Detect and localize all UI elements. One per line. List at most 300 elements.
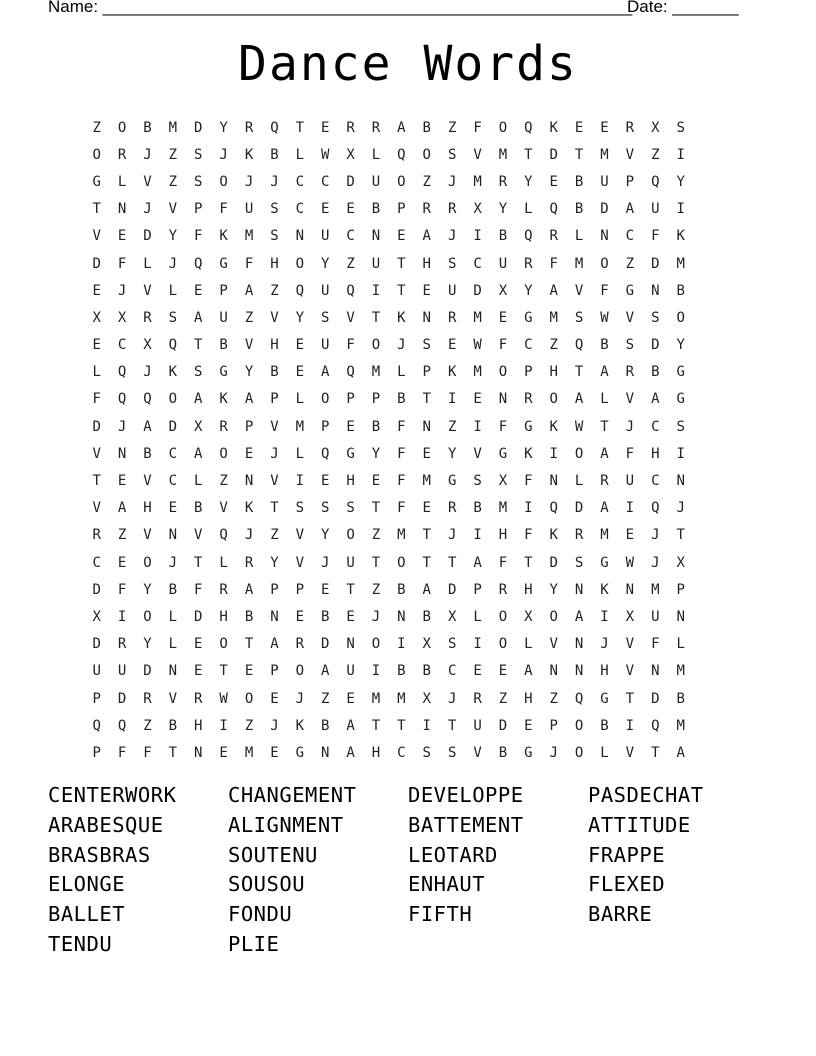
word-list-item: CENTERWORK: [48, 783, 177, 807]
grid-letter: Q: [117, 364, 127, 381]
word-list-item: BALLET: [48, 902, 126, 927]
grid-letter: X: [422, 636, 431, 653]
grid-letter: C: [295, 201, 305, 218]
grid-letter: V: [625, 146, 635, 163]
grid-letter: M: [676, 717, 685, 734]
grid-letter: R: [194, 690, 203, 707]
grid-letter: Z: [92, 119, 101, 136]
grid-letter: U: [219, 309, 228, 326]
grid-letter: M: [676, 255, 685, 272]
grid-letter: L: [194, 473, 203, 490]
grid-letter: F: [651, 636, 660, 653]
grid-letter: P: [295, 581, 305, 598]
grid-letter: M: [168, 119, 178, 136]
grid-letter: Z: [625, 255, 635, 272]
grid-letter: J: [143, 201, 152, 218]
grid-letter: Y: [295, 309, 305, 326]
grid-letter: O: [92, 146, 101, 163]
word-list-item: FRAPPE: [588, 842, 666, 867]
grid-letter: R: [524, 255, 533, 272]
grid-letter: L: [473, 608, 482, 625]
grid-letter: E: [117, 228, 127, 245]
grid-letter: T: [371, 309, 381, 326]
grid-row: [84, 495, 693, 522]
grid-letter: T: [194, 554, 203, 571]
grid-letter: D: [92, 636, 101, 653]
grid-letter: T: [524, 146, 533, 163]
grid-letter: A: [346, 744, 355, 761]
grid-letter: Q: [651, 500, 660, 517]
grid-letter: A: [549, 282, 558, 299]
grid-letter: N: [168, 663, 178, 680]
grid-letter: V: [168, 690, 178, 707]
grid-letter: O: [574, 445, 584, 462]
grid-letter: D: [600, 201, 609, 218]
word-list-item: FLEXED: [588, 872, 666, 897]
page-title: Dance Words: [238, 36, 578, 92]
grid-letter: X: [625, 608, 635, 625]
grid-letter: S: [447, 744, 457, 761]
grid-letter: D: [549, 554, 558, 571]
grid-letter: Y: [676, 337, 685, 354]
grid-letter: B: [371, 418, 381, 435]
grid-letter: D: [498, 717, 508, 734]
grid-letter: Y: [447, 445, 457, 462]
grid-letter: Q: [320, 445, 330, 462]
grid-letter: H: [270, 255, 279, 272]
grid-letter: N: [422, 309, 431, 326]
grid-letter: F: [397, 473, 406, 490]
grid-letter: H: [651, 445, 660, 462]
grid-letter: L: [600, 391, 609, 408]
grid-letter: P: [524, 364, 533, 381]
grid-letter: O: [498, 364, 508, 381]
date-field[interactable]: Date: _______: [627, 0, 739, 16]
grid-letter: L: [295, 391, 305, 408]
grid-letter: T: [625, 690, 635, 707]
grid-letter: Z: [371, 581, 381, 598]
grid-letter: B: [143, 445, 152, 462]
grid-letter: T: [422, 554, 431, 571]
grid-letter: I: [625, 717, 635, 734]
grid-letter: O: [600, 255, 609, 272]
grid-letter: J: [117, 418, 127, 435]
grid-letter: G: [600, 690, 609, 707]
grid-letter: G: [219, 255, 228, 272]
grid-letter: V: [295, 527, 305, 544]
grid-letter: M: [473, 173, 482, 190]
grid-letter: P: [422, 364, 431, 381]
grid-letter: N: [676, 473, 685, 490]
grid-letter: X: [498, 282, 508, 299]
grid-letter: S: [676, 119, 685, 136]
grid-letter: F: [244, 255, 254, 272]
grid-letter: X: [676, 554, 685, 571]
grid-letter: O: [397, 173, 406, 190]
grid-letter: O: [295, 663, 305, 680]
grid-letter: C: [168, 473, 178, 490]
grid-letter: X: [346, 146, 355, 163]
grid-letter: R: [219, 418, 228, 435]
grid-letter: S: [625, 337, 635, 354]
grid-letter: Z: [498, 690, 508, 707]
grid-letter: P: [270, 663, 279, 680]
grid-row: [84, 386, 693, 413]
grid-letter: B: [320, 717, 330, 734]
grid-letter: Q: [524, 228, 533, 245]
grid-letter: T: [574, 364, 584, 381]
grid-letter: K: [447, 364, 457, 381]
grid-letter: B: [498, 744, 508, 761]
grid-letter: L: [397, 364, 406, 381]
grid-letter: A: [600, 364, 609, 381]
grid-letter: E: [244, 445, 254, 462]
grid-letter: H: [498, 527, 508, 544]
grid-letter: Z: [219, 473, 228, 490]
grid-letter: N: [549, 473, 558, 490]
grid-letter: S: [676, 418, 685, 435]
grid-letter: A: [422, 581, 431, 598]
grid-letter: F: [397, 445, 406, 462]
grid-letter: N: [371, 228, 381, 245]
grid-letter: A: [244, 581, 254, 598]
grid-letter: G: [498, 445, 508, 462]
grid-letter: F: [498, 554, 508, 571]
grid-letter: M: [397, 527, 406, 544]
grid-letter: J: [600, 636, 609, 653]
grid-row: [84, 440, 693, 467]
grid-letter: A: [574, 608, 584, 625]
grid-letter: E: [320, 581, 330, 598]
grid-letter: S: [447, 146, 457, 163]
grid-letter: M: [651, 581, 660, 598]
grid-letter: R: [143, 690, 152, 707]
grid-letter: J: [270, 717, 279, 734]
grid-letter: H: [600, 663, 609, 680]
grid-letter: U: [371, 173, 381, 190]
grid-letter: B: [219, 337, 228, 354]
grid-row: [84, 114, 693, 141]
grid-letter: O: [346, 527, 355, 544]
grid-letter: K: [524, 445, 533, 462]
grid-letter: G: [524, 744, 533, 761]
grid-letter: D: [651, 337, 660, 354]
grid-row: [84, 712, 693, 739]
grid-letter: F: [219, 201, 228, 218]
grid-letter: X: [447, 608, 457, 625]
grid-letter: T: [371, 554, 381, 571]
grid-letter: T: [422, 391, 431, 408]
grid-letter: V: [625, 309, 635, 326]
grid-letter: C: [473, 255, 482, 272]
grid-letter: Q: [194, 255, 203, 272]
grid-letter: A: [600, 445, 609, 462]
grid-letter: L: [600, 744, 609, 761]
grid-letter: M: [473, 364, 482, 381]
grid-letter: A: [524, 663, 533, 680]
grid-letter: R: [549, 228, 558, 245]
grid-letter: V: [270, 473, 279, 490]
grid-letter: E: [346, 201, 355, 218]
grid-letter: T: [651, 744, 660, 761]
grid-letter: D: [92, 255, 101, 272]
grid-letter: V: [473, 146, 482, 163]
grid-letter: S: [447, 636, 457, 653]
grid-letter: B: [244, 608, 254, 625]
grid-letter: E: [422, 500, 431, 517]
grid-row: [84, 522, 693, 549]
grid-letter: U: [651, 201, 660, 218]
grid-letter: L: [92, 364, 101, 381]
grid-letter: Z: [549, 337, 558, 354]
grid-letter: I: [473, 418, 482, 435]
grid-letter: E: [295, 337, 305, 354]
grid-letter: Q: [651, 173, 660, 190]
grid-letter: T: [244, 636, 254, 653]
grid-letter: M: [397, 690, 406, 707]
grid-letter: K: [295, 717, 305, 734]
word-list-item: ENHAUT: [408, 872, 486, 897]
grid-letter: L: [117, 173, 127, 190]
grid-row: [84, 168, 693, 195]
grid-letter: I: [447, 391, 457, 408]
grid-letter: G: [295, 744, 305, 761]
grid-letter: G: [625, 282, 635, 299]
grid-letter: M: [371, 364, 381, 381]
grid-letter: F: [524, 527, 533, 544]
grid-letter: R: [524, 391, 533, 408]
grid-letter: J: [168, 554, 178, 571]
grid-letter: B: [397, 663, 406, 680]
grid-letter: R: [143, 309, 152, 326]
grid-letter: I: [219, 717, 228, 734]
grid-letter: F: [625, 445, 635, 462]
grid-letter: O: [168, 391, 178, 408]
grid-letter: J: [651, 554, 660, 571]
grid-letter: G: [676, 364, 685, 381]
grid-letter: B: [600, 717, 609, 734]
grid-letter: J: [244, 173, 254, 190]
grid-letter: F: [117, 744, 127, 761]
grid-letter: C: [651, 473, 660, 490]
grid-letter: E: [473, 391, 482, 408]
grid-letter: I: [397, 636, 406, 653]
grid-letter: T: [371, 717, 381, 734]
grid-letter: L: [295, 445, 305, 462]
grid-row: [84, 359, 693, 386]
letter-grid: [84, 114, 693, 767]
grid-letter: D: [447, 581, 457, 598]
grid-letter: F: [397, 500, 406, 517]
grid-letter: C: [397, 744, 406, 761]
grid-letter: K: [600, 581, 609, 598]
grid-letter: Z: [244, 717, 254, 734]
name-field[interactable]: Name: ________________________________________________________: [48, 0, 633, 16]
grid-letter: L: [219, 554, 228, 571]
grid-letter: O: [397, 554, 406, 571]
grid-letter: N: [117, 445, 127, 462]
grid-letter: T: [676, 527, 685, 544]
grid-letter: W: [625, 554, 635, 571]
grid-letter: T: [92, 201, 101, 218]
grid-letter: E: [320, 119, 330, 136]
grid-letter: V: [143, 473, 152, 490]
grid-letter: E: [473, 663, 482, 680]
grid-letter: Z: [244, 309, 254, 326]
grid-letter: N: [574, 581, 584, 598]
grid-letter: R: [117, 146, 127, 163]
grid-letter: V: [625, 391, 635, 408]
grid-row: [84, 413, 693, 440]
grid-letter: J: [447, 173, 457, 190]
grid-letter: J: [651, 527, 660, 544]
grid-letter: R: [295, 636, 305, 653]
grid-letter: Q: [574, 690, 584, 707]
word-list-item: BRASBRAS: [48, 842, 151, 867]
grid-letter: S: [346, 500, 355, 517]
grid-letter: B: [676, 690, 685, 707]
grid-letter: N: [600, 228, 609, 245]
grid-letter: T: [422, 527, 431, 544]
grid-letter: T: [397, 282, 406, 299]
grid-letter: D: [651, 255, 660, 272]
grid-letter: V: [574, 282, 584, 299]
grid-letter: K: [168, 364, 178, 381]
grid-letter: I: [473, 228, 482, 245]
grid-letter: O: [371, 636, 381, 653]
grid-letter: T: [194, 337, 203, 354]
grid-letter: S: [295, 500, 305, 517]
grid-letter: T: [397, 717, 406, 734]
grid-letter: A: [194, 445, 203, 462]
grid-letter: C: [625, 228, 635, 245]
grid-letter: M: [600, 527, 609, 544]
grid-letter: T: [600, 418, 609, 435]
grid-letter: N: [397, 608, 406, 625]
grid-letter: R: [244, 554, 254, 571]
grid-letter: S: [320, 500, 330, 517]
grid-letter: V: [219, 500, 228, 517]
grid-letter: E: [270, 744, 279, 761]
grid-letter: H: [219, 608, 228, 625]
grid-row: [84, 739, 693, 766]
grid-letter: B: [320, 608, 330, 625]
grid-letter: B: [574, 201, 584, 218]
grid-letter: E: [194, 282, 203, 299]
grid-letter: K: [676, 228, 685, 245]
grid-letter: B: [574, 173, 584, 190]
grid-letter: P: [371, 391, 381, 408]
grid-letter: A: [117, 500, 127, 517]
grid-letter: V: [194, 527, 203, 544]
grid-letter: E: [447, 337, 457, 354]
grid-letter: J: [447, 690, 457, 707]
grid-letter: O: [498, 608, 508, 625]
grid-letter: C: [346, 228, 355, 245]
grid-letter: S: [270, 201, 279, 218]
grid-letter: X: [117, 309, 127, 326]
grid-letter: X: [143, 337, 152, 354]
grid-letter: Z: [168, 173, 178, 190]
grid-letter: S: [422, 744, 431, 761]
grid-letter: X: [651, 119, 660, 136]
grid-letter: F: [397, 418, 406, 435]
grid-letter: E: [422, 282, 431, 299]
grid-letter: K: [397, 309, 406, 326]
grid-letter: Y: [244, 364, 254, 381]
grid-letter: V: [92, 500, 101, 517]
grid-letter: B: [194, 500, 203, 517]
grid-letter: E: [498, 309, 508, 326]
grid-letter: H: [422, 255, 431, 272]
word-list-item: FONDU: [228, 902, 293, 927]
grid-row: [84, 603, 693, 630]
grid-letter: K: [549, 527, 558, 544]
grid-letter: C: [117, 337, 127, 354]
word-list-item: ATTITUDE: [588, 812, 691, 837]
grid-letter: T: [574, 146, 584, 163]
grid-letter: R: [600, 473, 609, 490]
grid-letter: C: [524, 337, 533, 354]
grid-letter: O: [574, 717, 584, 734]
grid-letter: X: [92, 608, 101, 625]
grid-letter: I: [295, 473, 305, 490]
grid-letter: Q: [143, 391, 152, 408]
grid-letter: B: [371, 201, 381, 218]
grid-letter: Z: [447, 119, 457, 136]
grid-letter: V: [549, 636, 558, 653]
grid-letter: A: [397, 119, 406, 136]
grid-letter: L: [168, 608, 178, 625]
grid-letter: A: [244, 282, 254, 299]
grid-letter: B: [422, 663, 431, 680]
word-list-item: TENDU: [48, 931, 113, 956]
grid-letter: T: [270, 500, 279, 517]
grid-letter: L: [168, 636, 178, 653]
grid-letter: X: [524, 608, 533, 625]
grid-letter: H: [371, 744, 381, 761]
grid-letter: Z: [371, 527, 381, 544]
grid-letter: I: [676, 146, 685, 163]
grid-letter: E: [295, 364, 305, 381]
grid-row: [84, 631, 693, 658]
grid-letter: B: [397, 581, 406, 598]
word-list-item: SOUSOU: [228, 872, 306, 897]
grid-letter: Q: [117, 391, 127, 408]
grid-letter: C: [168, 445, 178, 462]
grid-letter: Y: [270, 554, 279, 571]
grid-letter: I: [524, 500, 533, 517]
grid-letter: D: [194, 608, 203, 625]
word-list-item: BATTEMENT: [408, 812, 524, 837]
grid-letter: J: [320, 554, 330, 571]
grid-letter: X: [498, 473, 508, 490]
grid-letter: Z: [270, 527, 279, 544]
grid-letter: I: [676, 445, 685, 462]
grid-letter: Q: [549, 201, 558, 218]
grid-letter: E: [346, 418, 355, 435]
grid-letter: G: [676, 391, 685, 408]
grid-letter: F: [498, 337, 508, 354]
grid-letter: S: [574, 554, 584, 571]
grid-row: [84, 467, 693, 494]
grid-letter: R: [346, 119, 355, 136]
grid-letter: X: [194, 418, 203, 435]
grid-letter: Y: [320, 527, 330, 544]
grid-letter: B: [143, 119, 152, 136]
grid-letter: J: [219, 146, 228, 163]
grid-letter: O: [498, 119, 508, 136]
